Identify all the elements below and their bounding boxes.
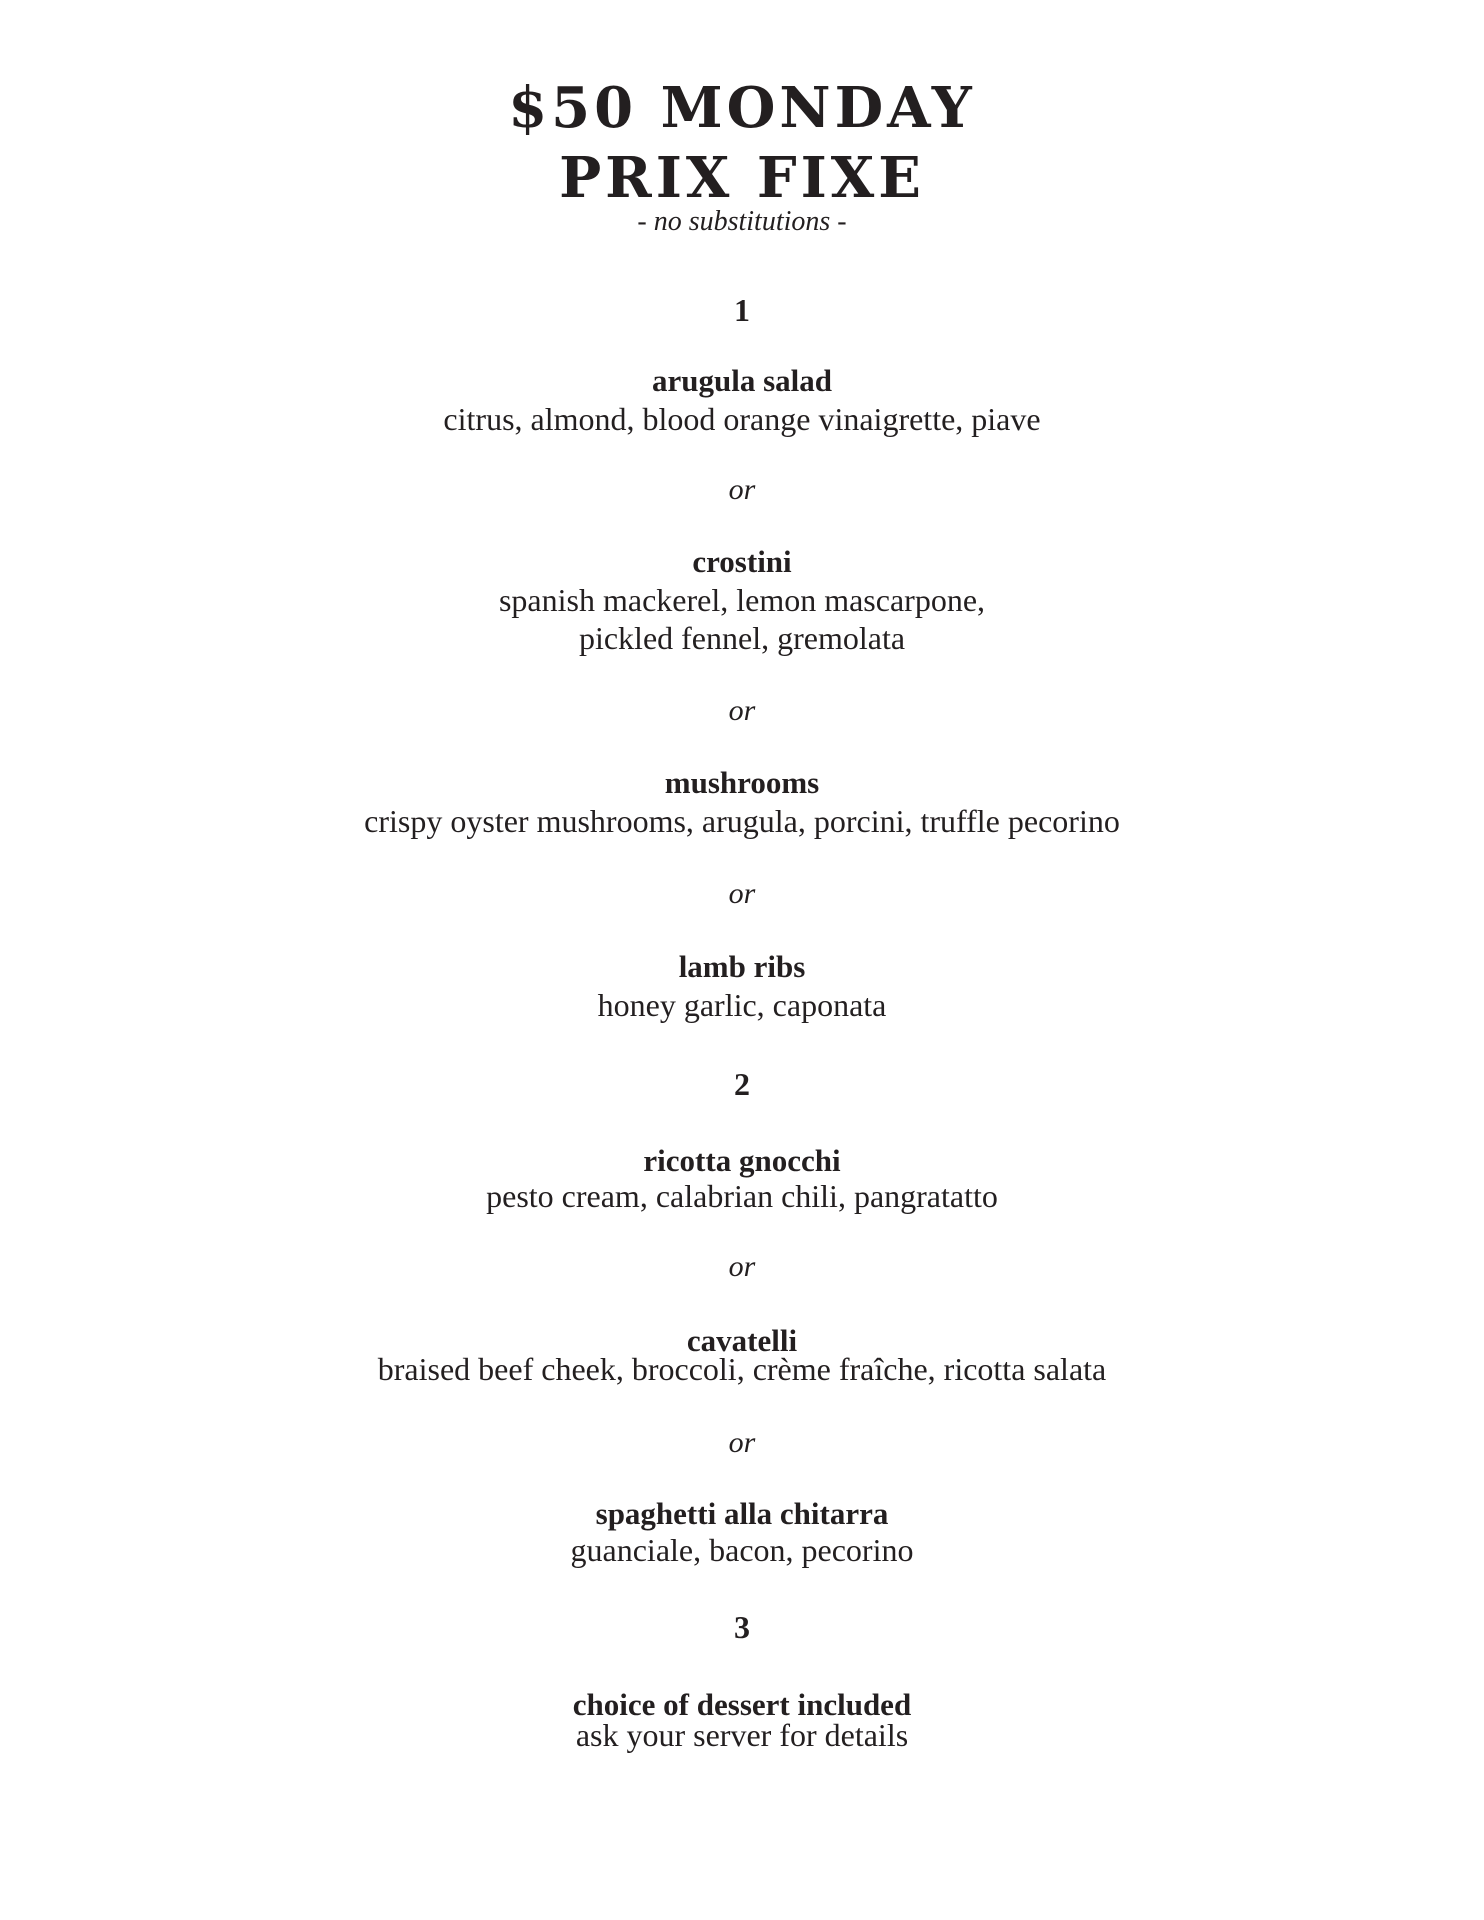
course-number: 1 bbox=[734, 292, 750, 328]
dish-description: guanciale, bacon, pecorino bbox=[570, 1532, 914, 1568]
dish-name: choice of dessert included bbox=[572, 1687, 912, 1722]
dish-name: ricotta gnocchi bbox=[643, 1143, 841, 1178]
course-number: 3 bbox=[734, 1609, 750, 1645]
dish-description: spanish mackerel, lemon mascarpone, bbox=[498, 582, 986, 618]
or-separator: or bbox=[728, 694, 756, 727]
menu-title-line-1: $50 MONDAY bbox=[508, 75, 976, 141]
dish-description: honey garlic, caponata bbox=[597, 987, 887, 1023]
dish-name: spaghetti alla chitarra bbox=[595, 1496, 889, 1531]
dish-name: mushrooms bbox=[664, 765, 820, 800]
or-separator: or bbox=[728, 877, 756, 910]
dish-name: cavatelli bbox=[686, 1323, 798, 1358]
or-separator: or bbox=[728, 473, 756, 506]
menu-subtitle: - no substitutions - bbox=[637, 206, 847, 237]
or-separator: or bbox=[728, 1426, 756, 1459]
dish-description: pickled fennel, gremolata bbox=[578, 620, 906, 656]
menu-title-line-2: PRIX FIXE bbox=[559, 145, 925, 211]
dish-name: arugula salad bbox=[651, 363, 833, 398]
dish-name: lamb ribs bbox=[678, 949, 806, 984]
dish-description: crispy oyster mushrooms, arugula, porcini, truffle pecorino bbox=[364, 803, 1120, 839]
dish-description: citrus, almond, blood orange vinaigrette, piave bbox=[443, 401, 1041, 437]
dish-name: crostini bbox=[692, 544, 792, 579]
dish-description: braised beef cheek, broccoli, crème fraîche, ricotta salata bbox=[377, 1351, 1107, 1387]
dish-description: ask your server for details bbox=[575, 1717, 909, 1753]
or-separator: or bbox=[728, 1250, 756, 1283]
dish-description: pesto cream, calabrian chili, pangratatto bbox=[486, 1178, 998, 1214]
course-number: 2 bbox=[734, 1066, 750, 1102]
